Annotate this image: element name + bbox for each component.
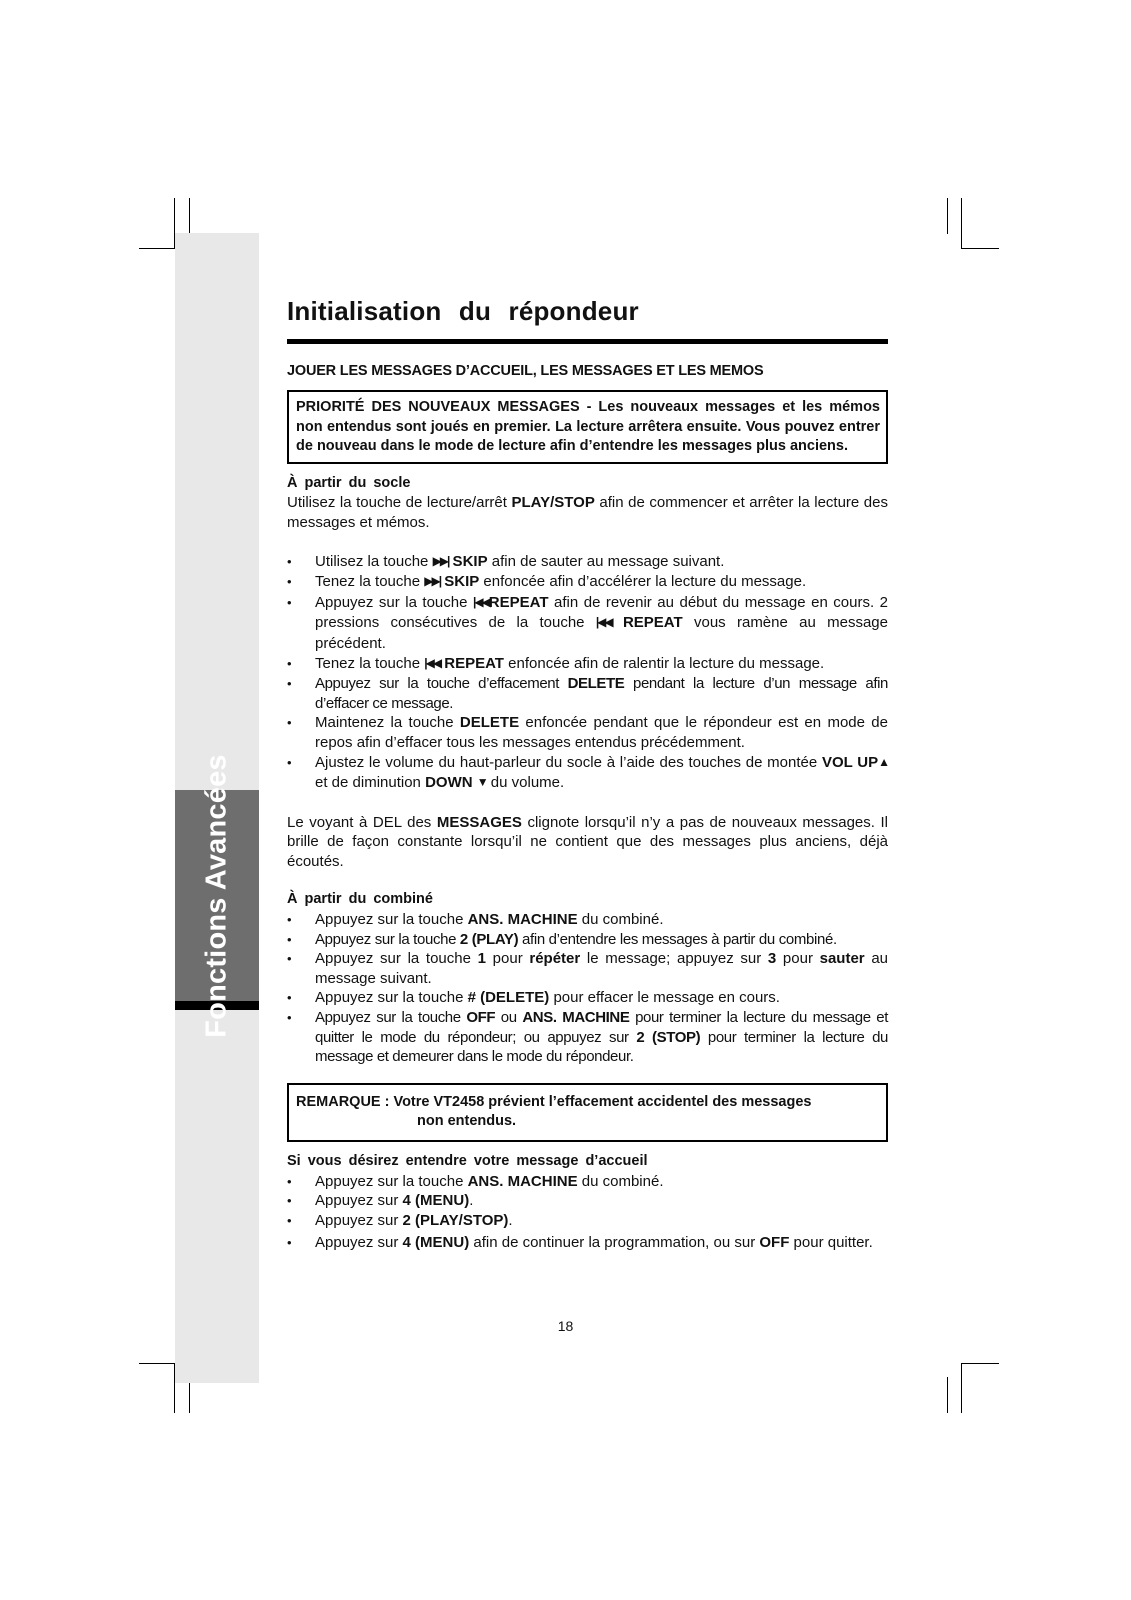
- priority-notice-box: PRIORITÉ DES NOUVEAUX MESSAGES - Les nouveaux messages et les mémos non entendus sont joués en premier. La lecture arrêtera ensuite. Vous pouvez entrer de nouveau dans le mode de lecture afin d’entendre les messages plus anciens.: [287, 390, 888, 464]
- remark-line: non entendus.: [417, 1113, 517, 1130]
- crop-mark: [961, 1363, 962, 1413]
- greeting-bullet-list: [287, 1172, 888, 1256]
- skip-icon: ▶▶|: [432, 553, 449, 568]
- greeting-section: [287, 1152, 888, 1255]
- remark-box: [287, 1083, 888, 1142]
- crop-mark: [961, 1363, 999, 1364]
- list-item: • Appuyez sur la touche ANS. MACHINE du combiné.: [287, 910, 888, 930]
- list-item: • Appuyez sur la touche 1 pour répéter le message; appuyez sur 3 pour sauter au message suivant.: [287, 949, 888, 988]
- skip-icon: ▶▶|: [424, 574, 441, 589]
- crop-mark: [961, 198, 962, 248]
- list-item: • Appuyez sur la touche d’effacement DELETE pendant la lecture d’un message afin d’effacer ce message.: [287, 674, 888, 713]
- remark-line: REMARQUE : Votre VT2458 prévient l’effacement accidentel des messages: [296, 1093, 812, 1110]
- section-heading: JOUER LES MESSAGES D’ACCUEIL, LES MESSAGES ET LES MEMOS: [287, 363, 764, 379]
- volume-up-icon: ▲: [878, 754, 889, 769]
- list-item: • Appuyez sur 2 (PLAY/STOP).: [287, 1211, 888, 1231]
- list-item: • Utilisez la touche ▶▶| SKIP afin de sauter au message suivant.: [287, 552, 888, 573]
- list-item: • Tenez la touche ▶▶| SKIP enfoncée afin d’accélérer la lecture du message.: [287, 572, 888, 593]
- crop-mark: [189, 198, 190, 234]
- repeat-icon: |◀◀: [595, 615, 612, 630]
- crop-mark: [947, 198, 948, 234]
- repeat-icon: |◀◀: [424, 655, 441, 670]
- list-item: • Appuyez sur 4 (MENU) afin de continuer la programmation, ou sur OFF pour quitter.: [287, 1230, 888, 1255]
- crop-mark: [961, 248, 999, 249]
- list-item: • Ajustez le volume du haut-parleur du socle à l’aide des touches de montée VOL UP▲ et de diminution DOWN ▼ du volume.: [287, 753, 888, 794]
- handset-heading: À partir du combiné: [287, 891, 433, 908]
- list-item: • Appuyez sur la touche # (DELETE) pour effacer le message en cours.: [287, 988, 888, 1008]
- page-number: 18: [557, 1318, 574, 1334]
- base-bullet-list: [287, 552, 888, 794]
- crop-mark: [947, 1377, 948, 1413]
- list-item: • Appuyez sur la touche 2 (PLAY) afin d’entendre les messages à partir du combiné.: [287, 930, 888, 950]
- greeting-heading: Si vous désirez entendre votre message d’accueil: [287, 1153, 648, 1169]
- section-tab-label: Fonctions Avancées: [200, 753, 233, 1038]
- base-section: [287, 474, 888, 872]
- list-item: • Appuyez sur 4 (MENU).: [287, 1191, 888, 1211]
- led-note: Le voyant à DEL des MESSAGES clignote lorsqu’il n’y a pas de nouveaux messages. Il brille de façon constante lorsqu’il ne contient que des messages plus anciens, déjà écoutés.: [287, 813, 888, 870]
- page-title: Initialisation du répondeur: [287, 296, 639, 326]
- list-item: • Maintenez la touche DELETE enfoncée pendant que le répondeur est en mode de repos afin d’effacer tous les messages entendus précédemment.: [287, 713, 888, 752]
- base-intro: Utilisez la touche de lecture/arrêt PLAY/STOP afin de commencer et arrêter la lecture des messages et mémos.: [287, 494, 888, 531]
- list-item: • Tenez la touche |◀◀ REPEAT enfoncée afin de ralentir la lecture du message.: [287, 654, 888, 675]
- base-heading: À partir du socle: [287, 474, 411, 491]
- repeat-icon: |◀◀: [472, 594, 489, 609]
- handset-bullet-list: [287, 910, 888, 1067]
- title-rule: [287, 339, 888, 344]
- list-item: • Appuyez sur la touche OFF ou ANS. MACHINE pour terminer la lecture du message et quitter le mode du répondeur; ou appuyez sur 2 (STOP) pour terminer la lecture du message et demeurer dans le mode du répondeur.: [287, 1008, 888, 1067]
- page-content: [287, 296, 888, 1255]
- list-item: • Appuyez sur la touche |◀◀REPEAT afin de revenir au début du message en cours. 2 pressions consécutives de la touche |◀◀ REPEAT vous ramène au message précédent.: [287, 593, 888, 654]
- handset-section: [287, 890, 888, 1066]
- section-tab: [175, 753, 259, 1038]
- volume-down-icon: ▼: [476, 775, 487, 790]
- list-item: • Appuyez sur la touche ANS. MACHINE du combiné.: [287, 1172, 888, 1192]
